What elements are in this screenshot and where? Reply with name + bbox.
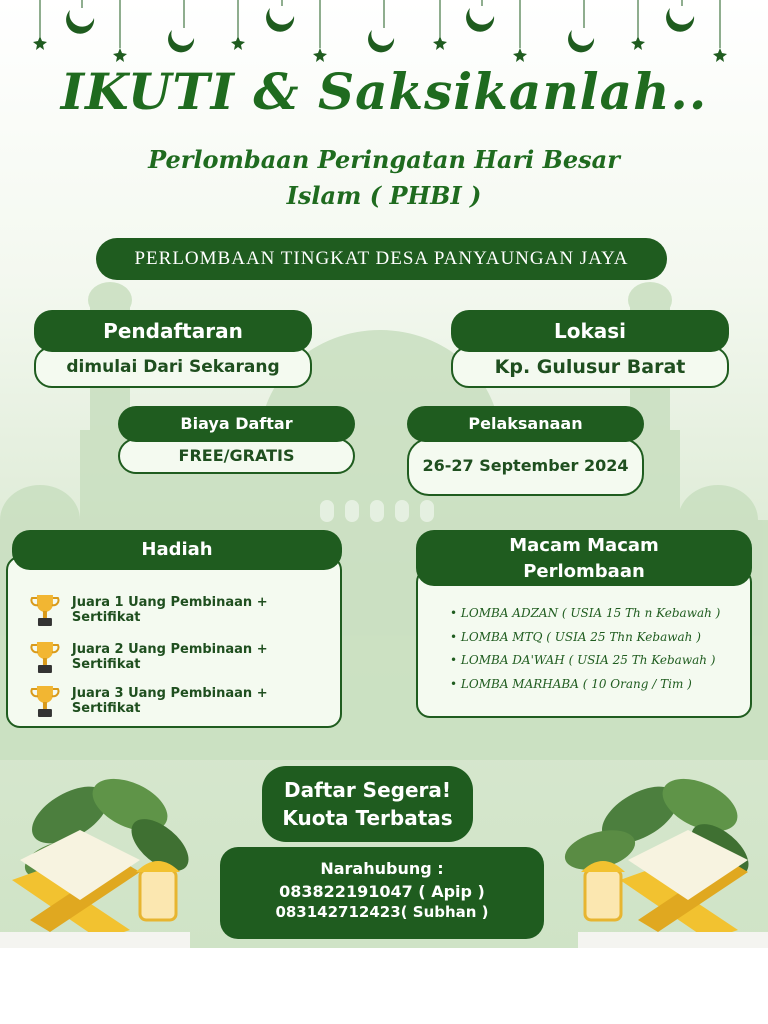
contact-phone-2: 083142712423( Subhan ) [275, 903, 489, 921]
biaya-label: Biaya Daftar [118, 406, 355, 442]
lomba-item-4: • LOMBA MARHABA ( 10 Orang / Tim ) [450, 677, 692, 691]
prize-text-1: Juara 1 Uang Pembinaan + Sertifikat [71, 595, 268, 625]
pendaftaran-value: dimulai Dari Sekarang [34, 346, 312, 388]
contact-phone-1: 083822191047 ( Apip ) [279, 882, 485, 901]
event-banner: PERLOMBAAN TINGKAT DESA PANYAUNGAN JAYA [96, 238, 667, 280]
contact-box [220, 847, 544, 939]
contact-label: Narahubung : [320, 859, 444, 878]
pelaksanaan-label: Pelaksanaan [407, 406, 644, 442]
prize-text-2: Juara 2 Uang Pembinaan + Sertifikat [71, 642, 268, 672]
lomba-label-line-2: Perlombaan [523, 561, 645, 582]
lomba-label-line-1: Macam Macam [509, 535, 659, 556]
prize-text-3: Juara 3 Uang Pembinaan + Sertifikat [71, 686, 268, 716]
subtitle-line-2: Islam ( PHBI ) [286, 181, 482, 210]
pelaksanaan-value: 26-27 September 2024 [407, 438, 644, 496]
page-title: IKUTI & Saksikanlah.. [60, 62, 708, 121]
lomba-item-2: • LOMBA MTQ ( USIA 25 Thn Kebawah ) [450, 630, 701, 644]
lokasi-label: Lokasi [451, 310, 729, 352]
cta-line-1: Daftar Segera! [283, 778, 451, 802]
lomba-item-3: • LOMBA DA'WAH ( USIA 25 Th Kebawah ) [450, 653, 716, 667]
lomba-item-1: • LOMBA ADZAN ( USIA 15 Th n Kebawah ) [450, 606, 721, 620]
biaya-value: FREE/GRATIS [118, 438, 355, 474]
hadiah-label: Hadiah [12, 530, 342, 570]
pendaftaran-label: Pendaftaran [34, 310, 312, 352]
lokasi-value: Kp. Gulusur Barat [451, 346, 729, 388]
subtitle-line-1: Perlombaan Peringatan Hari Besar [148, 145, 620, 174]
cta-badge [262, 766, 473, 842]
cta-line-2: Kuota Terbatas [282, 806, 453, 830]
